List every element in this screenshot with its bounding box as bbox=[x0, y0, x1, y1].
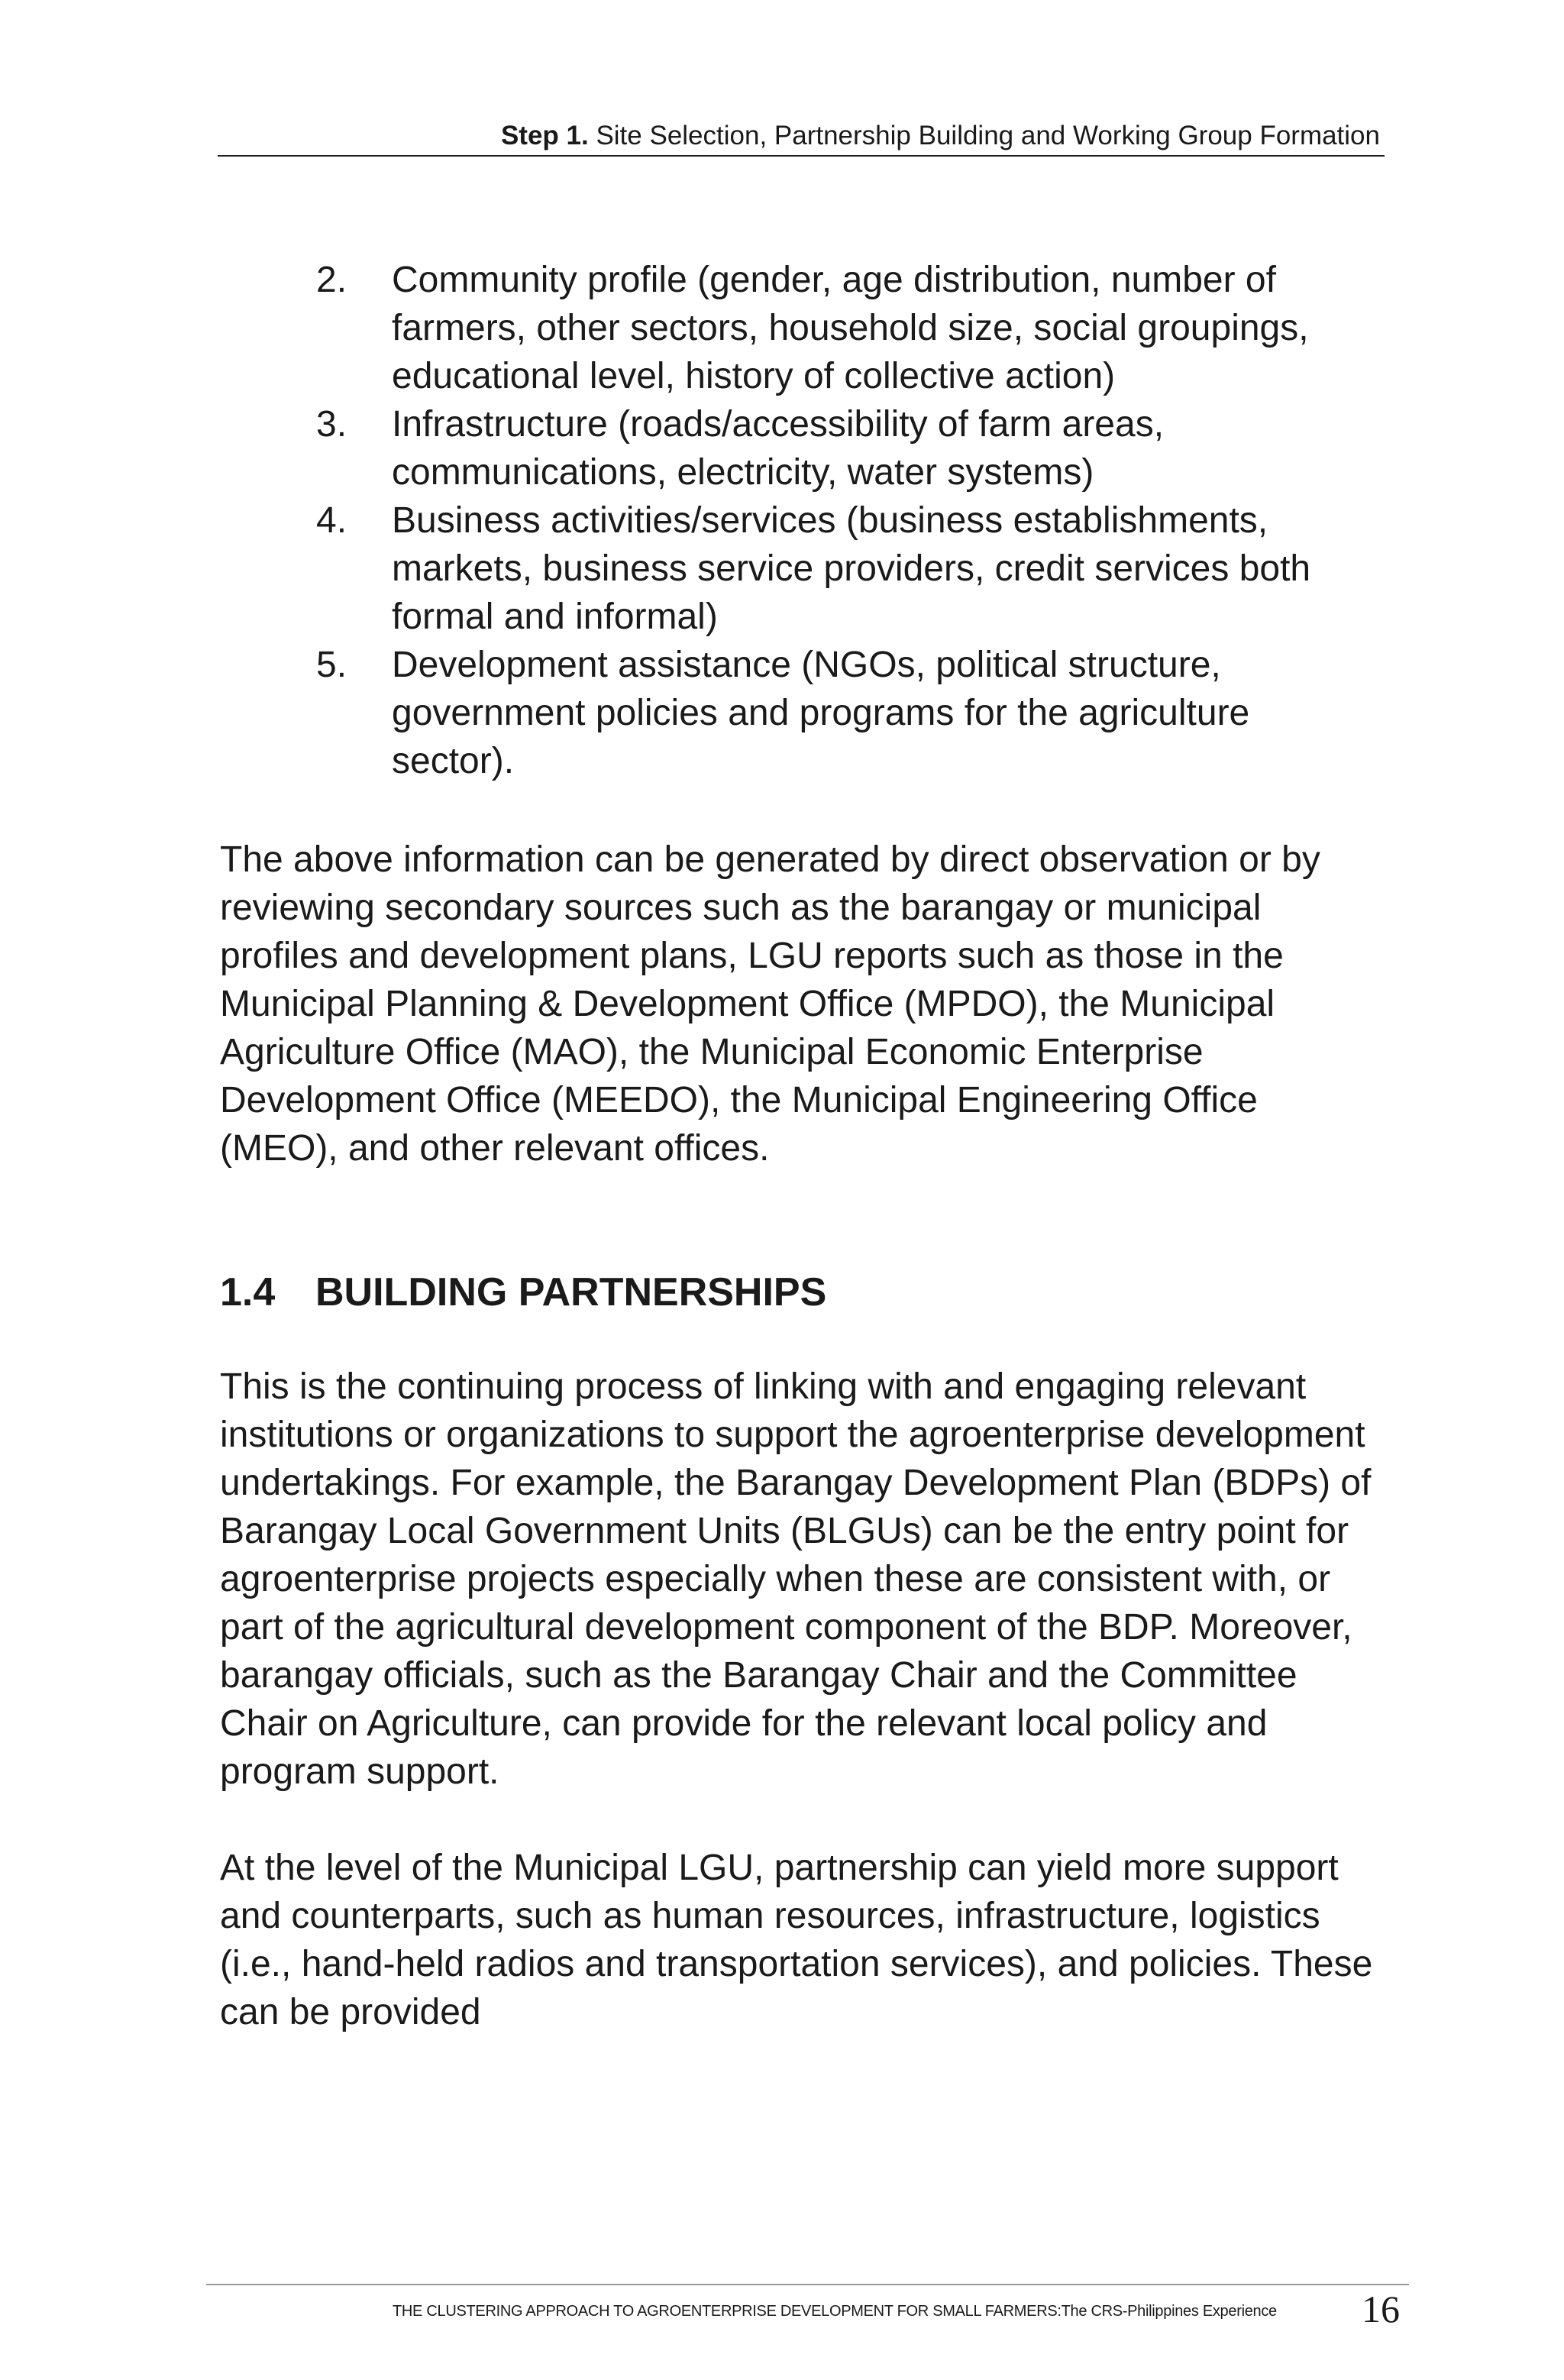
list-item bbox=[220, 641, 1381, 785]
footer-book-title: THE CLUSTERING APPROACH TO AGROENTERPRISE DEVELOPMENT FOR SMALL FARMERS:The CRS-Philippines Experience bbox=[393, 2303, 1277, 2320]
list-item bbox=[220, 400, 1381, 496]
paragraph-observation-sources: The above information can be generated by direct observation or by reviewing secondary sources such as the barangay or municipal profiles and development plans, LGU reports such as those in the Municipal Planning & Development Office (MPDO), the Municipal Agriculture Office (MAO), the Municipal Economic Enterprise Development Office (MEEDO), the Municipal Engineering Office (MEO), and other relevant offices. bbox=[220, 839, 1320, 1169]
page-content bbox=[220, 256, 1381, 2133]
list-item-number: 2. bbox=[316, 260, 347, 300]
list-item-text: Community profile (gender, age distribution, number of farmers, other sectors, household size, social groupings, educational level, history of collective action) bbox=[392, 260, 1309, 396]
numbered-list bbox=[220, 256, 1381, 785]
section-title: BUILDING PARTNERSHIPS bbox=[315, 1270, 827, 1314]
list-item-text: Development assistance (NGOs, political structure, government policies and programs for the agriculture sector). bbox=[392, 645, 1250, 781]
header-rule bbox=[218, 155, 1385, 157]
list-item-text: Infrastructure (roads/accessibility of farm areas, communications, electricity, water systems) bbox=[392, 404, 1165, 493]
page-number: 16 bbox=[1362, 2288, 1400, 2330]
section-heading bbox=[220, 1269, 1381, 1317]
step-label: Step 1. bbox=[500, 121, 589, 150]
header-title: Site Selection, Partnership Building and Working Group Formation bbox=[596, 121, 1380, 150]
paragraph-partnership-process: This is the continuing process of linking with and engaging relevant institutions or organizations to support the agroenterprise development undertakings. For example, the Barangay Development Plan (BDPs) of Barangay Local Government Units (BLGUs) can be the entry point for agroenterprise projects especially when these are consistent with, or part of the agricultural development component of the BDP. Moreover, barangay officials, such as the Barangay Chair and the Committee Chair on Agriculture, can provide for the relevant local policy and program support. bbox=[220, 1366, 1372, 1792]
list-item-number: 4. bbox=[316, 500, 347, 541]
list-item-number: 5. bbox=[316, 645, 347, 685]
section-number: 1.4 bbox=[220, 1270, 276, 1314]
list-item-number: 3. bbox=[316, 404, 347, 445]
paragraph-municipal-lgu: At the level of the Municipal LGU, partnership can yield more support and counterparts, such as human resources, infrastructure, logistics (i.e., hand-held radios and transportation services), and policies. These can be provided bbox=[220, 1848, 1373, 2032]
list-item bbox=[220, 496, 1381, 641]
list-item-text: Business activities/services (business establishments, markets, business service providers, credit services both formal and informal) bbox=[392, 500, 1311, 637]
list-item bbox=[220, 256, 1381, 400]
footer-rule bbox=[206, 2284, 1409, 2285]
running-header bbox=[218, 115, 1385, 157]
